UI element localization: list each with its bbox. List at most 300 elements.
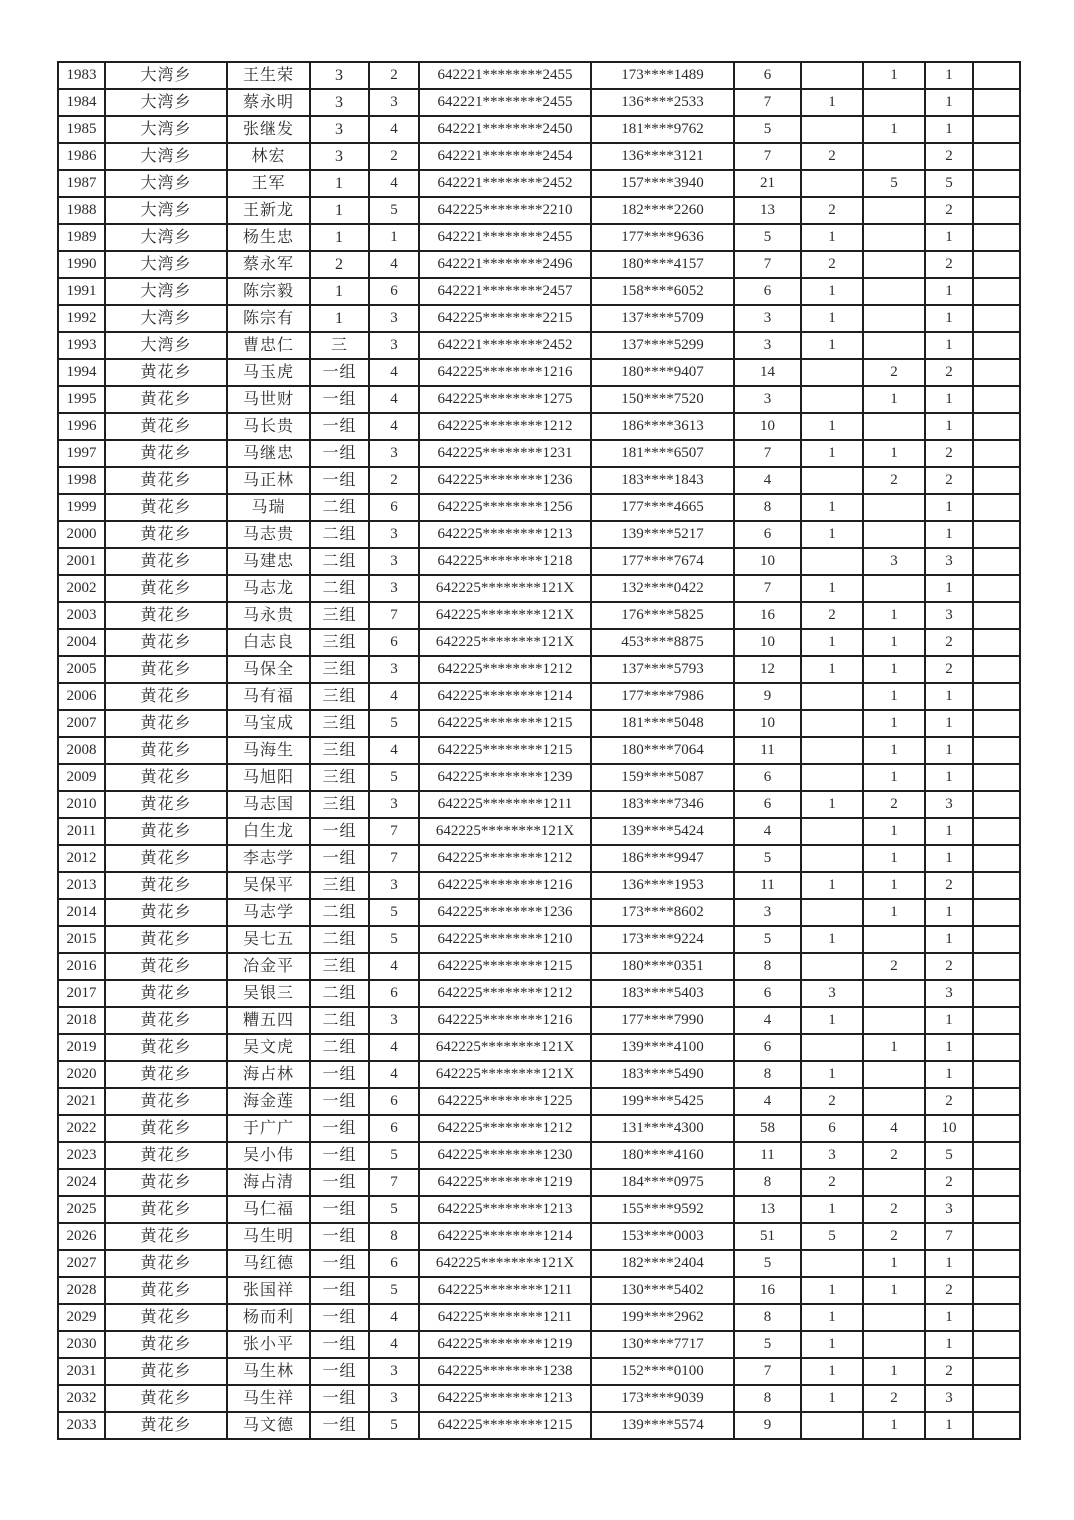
name-cell: 马仁福 <box>227 1196 310 1223</box>
table-row <box>58 575 1020 602</box>
serial-number-cell: 2005 <box>58 656 105 683</box>
phone-number-cell: 137****5793 <box>591 656 734 683</box>
total-count-cell: 8 <box>734 494 801 521</box>
count-col1-cell: 1 <box>801 575 863 602</box>
total-count-cell: 11 <box>734 737 801 764</box>
empty-cell <box>973 926 1020 953</box>
count-col2-cell: 2 <box>863 1385 925 1412</box>
count-col1-cell <box>801 116 863 143</box>
township-cell: 黄花乡 <box>105 1088 227 1115</box>
count-sum-cell: 2 <box>925 197 973 224</box>
township-cell: 黄花乡 <box>105 494 227 521</box>
table-row <box>58 1358 1020 1385</box>
total-count-cell: 6 <box>734 980 801 1007</box>
name-cell: 海占林 <box>227 1061 310 1088</box>
count-sum-cell: 3 <box>925 1385 973 1412</box>
count-sum-cell: 1 <box>925 386 973 413</box>
count-col2-cell: 1 <box>863 872 925 899</box>
serial-number-cell: 2003 <box>58 602 105 629</box>
house-number-cell: 6 <box>369 1250 419 1277</box>
group-cell: 一组 <box>310 359 369 386</box>
table-row <box>58 521 1020 548</box>
id-number-cell: 642225********121X <box>419 629 591 656</box>
serial-number-cell: 2009 <box>58 764 105 791</box>
serial-number-cell: 1985 <box>58 116 105 143</box>
group-cell: 一组 <box>310 386 369 413</box>
phone-number-cell: 155****9592 <box>591 1196 734 1223</box>
serial-number-cell: 2022 <box>58 1115 105 1142</box>
total-count-cell: 16 <box>734 602 801 629</box>
table-row <box>58 926 1020 953</box>
table-row <box>58 1088 1020 1115</box>
id-number-cell: 642225********121X <box>419 1034 591 1061</box>
total-count-cell: 11 <box>734 1142 801 1169</box>
name-cell: 林宏 <box>227 143 310 170</box>
house-number-cell: 3 <box>369 791 419 818</box>
name-cell: 王生荣 <box>227 62 310 89</box>
township-cell: 黄花乡 <box>105 1304 227 1331</box>
table-row <box>58 1169 1020 1196</box>
phone-number-cell: 132****0422 <box>591 575 734 602</box>
township-cell: 大湾乡 <box>105 170 227 197</box>
table-row <box>58 764 1020 791</box>
table-row <box>58 1061 1020 1088</box>
name-cell: 曹忠仁 <box>227 332 310 359</box>
phone-number-cell: 139****5424 <box>591 818 734 845</box>
empty-cell <box>973 170 1020 197</box>
group-cell: 二组 <box>310 980 369 1007</box>
count-col1-cell <box>801 737 863 764</box>
phone-number-cell: 173****8602 <box>591 899 734 926</box>
count-sum-cell: 1 <box>925 305 973 332</box>
township-cell: 大湾乡 <box>105 89 227 116</box>
empty-cell <box>973 683 1020 710</box>
name-cell: 马文德 <box>227 1412 310 1439</box>
total-count-cell: 6 <box>734 791 801 818</box>
name-cell: 蔡永军 <box>227 251 310 278</box>
serial-number-cell: 1997 <box>58 440 105 467</box>
count-col1-cell: 6 <box>801 1115 863 1142</box>
house-number-cell: 4 <box>369 386 419 413</box>
group-cell: 3 <box>310 89 369 116</box>
id-number-cell: 642225********1225 <box>419 1088 591 1115</box>
id-number-cell: 642221********2452 <box>419 170 591 197</box>
count-col1-cell <box>801 548 863 575</box>
count-sum-cell: 2 <box>925 467 973 494</box>
id-number-cell: 642225********1215 <box>419 1412 591 1439</box>
count-col2-cell: 2 <box>863 953 925 980</box>
township-cell: 黄花乡 <box>105 1358 227 1385</box>
house-number-cell: 4 <box>369 737 419 764</box>
count-col1-cell <box>801 359 863 386</box>
table-row <box>58 1034 1020 1061</box>
serial-number-cell: 2027 <box>58 1250 105 1277</box>
count-col1-cell: 1 <box>801 1304 863 1331</box>
empty-cell <box>973 548 1020 575</box>
township-cell: 黄花乡 <box>105 926 227 953</box>
group-cell: 一组 <box>310 845 369 872</box>
house-number-cell: 6 <box>369 980 419 1007</box>
phone-number-cell: 153****0003 <box>591 1223 734 1250</box>
total-count-cell: 16 <box>734 1277 801 1304</box>
count-sum-cell: 1 <box>925 116 973 143</box>
empty-cell <box>973 1358 1020 1385</box>
serial-number-cell: 1999 <box>58 494 105 521</box>
total-count-cell: 6 <box>734 1034 801 1061</box>
count-col2-cell <box>863 1007 925 1034</box>
group-cell: 一组 <box>310 1331 369 1358</box>
count-col2-cell <box>863 575 925 602</box>
name-cell: 吴保平 <box>227 872 310 899</box>
township-cell: 黄花乡 <box>105 467 227 494</box>
phone-number-cell: 181****5048 <box>591 710 734 737</box>
phone-number-cell: 176****5825 <box>591 602 734 629</box>
empty-cell <box>973 1331 1020 1358</box>
empty-cell <box>973 440 1020 467</box>
township-cell: 黄花乡 <box>105 845 227 872</box>
phone-number-cell: 199****2962 <box>591 1304 734 1331</box>
group-cell: 一组 <box>310 1358 369 1385</box>
count-col2-cell <box>863 413 925 440</box>
total-count-cell: 7 <box>734 143 801 170</box>
table-row <box>58 467 1020 494</box>
id-number-cell: 642221********2454 <box>419 143 591 170</box>
house-number-cell: 5 <box>369 197 419 224</box>
id-number-cell: 642225********1212 <box>419 1115 591 1142</box>
id-number-cell: 642221********2455 <box>419 62 591 89</box>
count-col1-cell: 3 <box>801 980 863 1007</box>
id-number-cell: 642221********2455 <box>419 224 591 251</box>
township-cell: 大湾乡 <box>105 305 227 332</box>
total-count-cell: 6 <box>734 278 801 305</box>
group-cell: 三组 <box>310 602 369 629</box>
serial-number-cell: 2019 <box>58 1034 105 1061</box>
group-cell: 三组 <box>310 791 369 818</box>
house-number-cell: 2 <box>369 467 419 494</box>
phone-number-cell: 152****0100 <box>591 1358 734 1385</box>
township-cell: 黄花乡 <box>105 1250 227 1277</box>
table-row <box>58 494 1020 521</box>
township-cell: 黄花乡 <box>105 1061 227 1088</box>
group-cell: 一组 <box>310 467 369 494</box>
count-sum-cell: 3 <box>925 980 973 1007</box>
table-row <box>58 89 1020 116</box>
table-row <box>58 413 1020 440</box>
count-col1-cell: 1 <box>801 521 863 548</box>
serial-number-cell: 1991 <box>58 278 105 305</box>
township-cell: 大湾乡 <box>105 62 227 89</box>
id-number-cell: 642225********1219 <box>419 1331 591 1358</box>
count-col1-cell: 5 <box>801 1223 863 1250</box>
total-count-cell: 7 <box>734 575 801 602</box>
house-number-cell: 3 <box>369 89 419 116</box>
count-col2-cell: 2 <box>863 1223 925 1250</box>
id-number-cell: 642225********1213 <box>419 521 591 548</box>
count-sum-cell: 2 <box>925 953 973 980</box>
empty-cell <box>973 1169 1020 1196</box>
count-sum-cell: 1 <box>925 926 973 953</box>
id-number-cell: 642221********2496 <box>419 251 591 278</box>
group-cell: 二组 <box>310 494 369 521</box>
serial-number-cell: 2006 <box>58 683 105 710</box>
house-number-cell: 3 <box>369 656 419 683</box>
house-number-cell: 3 <box>369 1358 419 1385</box>
count-col1-cell <box>801 710 863 737</box>
total-count-cell: 4 <box>734 818 801 845</box>
count-col1-cell: 1 <box>801 872 863 899</box>
count-col2-cell: 1 <box>863 710 925 737</box>
phone-number-cell: 130****7717 <box>591 1331 734 1358</box>
house-number-cell: 7 <box>369 1169 419 1196</box>
empty-cell <box>973 62 1020 89</box>
group-cell: 1 <box>310 278 369 305</box>
township-cell: 黄花乡 <box>105 683 227 710</box>
township-cell: 黄花乡 <box>105 953 227 980</box>
name-cell: 马世财 <box>227 386 310 413</box>
count-sum-cell: 3 <box>925 791 973 818</box>
count-col1-cell <box>801 818 863 845</box>
group-cell: 2 <box>310 251 369 278</box>
count-col2-cell <box>863 89 925 116</box>
count-sum-cell: 5 <box>925 170 973 197</box>
id-number-cell: 642225********1212 <box>419 656 591 683</box>
total-count-cell: 10 <box>734 413 801 440</box>
count-sum-cell: 1 <box>925 278 973 305</box>
group-cell: 1 <box>310 224 369 251</box>
table-row <box>58 683 1020 710</box>
serial-number-cell: 1994 <box>58 359 105 386</box>
house-number-cell: 5 <box>369 899 419 926</box>
count-col2-cell <box>863 1061 925 1088</box>
count-col2-cell <box>863 1304 925 1331</box>
count-col2-cell: 4 <box>863 1115 925 1142</box>
serial-number-cell: 2001 <box>58 548 105 575</box>
name-cell: 马志贵 <box>227 521 310 548</box>
count-col1-cell: 1 <box>801 332 863 359</box>
house-number-cell: 3 <box>369 440 419 467</box>
count-col1-cell: 1 <box>801 1007 863 1034</box>
count-sum-cell: 1 <box>925 413 973 440</box>
name-cell: 海占清 <box>227 1169 310 1196</box>
serial-number-cell: 1989 <box>58 224 105 251</box>
group-cell: 二组 <box>310 1034 369 1061</box>
count-sum-cell: 1 <box>925 1250 973 1277</box>
township-cell: 黄花乡 <box>105 575 227 602</box>
name-cell: 陈宗有 <box>227 305 310 332</box>
serial-number-cell: 2021 <box>58 1088 105 1115</box>
count-sum-cell: 10 <box>925 1115 973 1142</box>
house-number-cell: 7 <box>369 845 419 872</box>
group-cell: 三组 <box>310 656 369 683</box>
township-cell: 大湾乡 <box>105 278 227 305</box>
empty-cell <box>973 1142 1020 1169</box>
count-sum-cell: 3 <box>925 548 973 575</box>
phone-number-cell: 173****1489 <box>591 62 734 89</box>
township-cell: 黄花乡 <box>105 386 227 413</box>
phone-number-cell: 180****4160 <box>591 1142 734 1169</box>
house-number-cell: 5 <box>369 926 419 953</box>
count-col1-cell <box>801 1034 863 1061</box>
count-sum-cell: 1 <box>925 683 973 710</box>
township-cell: 黄花乡 <box>105 791 227 818</box>
count-col1-cell: 1 <box>801 1061 863 1088</box>
empty-cell <box>973 629 1020 656</box>
serial-number-cell: 2002 <box>58 575 105 602</box>
count-col2-cell: 1 <box>863 440 925 467</box>
empty-cell <box>973 494 1020 521</box>
township-cell: 黄花乡 <box>105 764 227 791</box>
count-col2-cell: 1 <box>863 1412 925 1439</box>
count-col2-cell <box>863 1331 925 1358</box>
empty-cell <box>973 791 1020 818</box>
phone-number-cell: 180****7064 <box>591 737 734 764</box>
id-number-cell: 642225********1216 <box>419 1007 591 1034</box>
id-number-cell: 642225********121X <box>419 1250 591 1277</box>
group-cell: 1 <box>310 197 369 224</box>
table-row <box>58 899 1020 926</box>
count-sum-cell: 1 <box>925 818 973 845</box>
name-cell: 马红德 <box>227 1250 310 1277</box>
empty-cell <box>973 710 1020 737</box>
id-number-cell: 642225********1214 <box>419 683 591 710</box>
total-count-cell: 10 <box>734 629 801 656</box>
group-cell: 二组 <box>310 548 369 575</box>
house-number-cell: 5 <box>369 1196 419 1223</box>
count-sum-cell: 3 <box>925 602 973 629</box>
phone-number-cell: 136****3121 <box>591 143 734 170</box>
phone-number-cell: 137****5709 <box>591 305 734 332</box>
total-count-cell: 12 <box>734 656 801 683</box>
house-number-cell: 3 <box>369 305 419 332</box>
name-cell: 马志学 <box>227 899 310 926</box>
total-count-cell: 8 <box>734 1061 801 1088</box>
total-count-cell: 21 <box>734 170 801 197</box>
house-number-cell: 4 <box>369 683 419 710</box>
table-row <box>58 278 1020 305</box>
township-cell: 黄花乡 <box>105 440 227 467</box>
phone-number-cell: 173****9224 <box>591 926 734 953</box>
township-cell: 大湾乡 <box>105 251 227 278</box>
id-number-cell: 642221********2452 <box>419 332 591 359</box>
empty-cell <box>973 656 1020 683</box>
phone-number-cell: 182****2404 <box>591 1250 734 1277</box>
total-count-cell: 8 <box>734 1385 801 1412</box>
count-sum-cell: 1 <box>925 737 973 764</box>
empty-cell <box>973 1304 1020 1331</box>
count-col2-cell: 2 <box>863 791 925 818</box>
township-cell: 大湾乡 <box>105 224 227 251</box>
count-sum-cell: 7 <box>925 1223 973 1250</box>
serial-number-cell: 2004 <box>58 629 105 656</box>
name-cell: 吴文虎 <box>227 1034 310 1061</box>
table-row <box>58 1412 1020 1439</box>
house-number-cell: 1 <box>369 224 419 251</box>
phone-number-cell: 159****5087 <box>591 764 734 791</box>
table-row <box>58 1304 1020 1331</box>
name-cell: 马长贵 <box>227 413 310 440</box>
table-row <box>58 1196 1020 1223</box>
serial-number-cell: 1986 <box>58 143 105 170</box>
name-cell: 马有福 <box>227 683 310 710</box>
id-number-cell: 642225********1211 <box>419 791 591 818</box>
group-cell: 3 <box>310 143 369 170</box>
serial-number-cell: 2016 <box>58 953 105 980</box>
total-count-cell: 13 <box>734 197 801 224</box>
table-row <box>58 845 1020 872</box>
name-cell: 白生龙 <box>227 818 310 845</box>
phone-number-cell: 173****9039 <box>591 1385 734 1412</box>
house-number-cell: 7 <box>369 818 419 845</box>
house-number-cell: 4 <box>369 1034 419 1061</box>
phone-number-cell: 199****5425 <box>591 1088 734 1115</box>
count-col2-cell: 1 <box>863 1034 925 1061</box>
count-col1-cell: 1 <box>801 656 863 683</box>
township-cell: 黄花乡 <box>105 818 227 845</box>
table-row <box>58 62 1020 89</box>
phone-number-cell: 181****9762 <box>591 116 734 143</box>
count-col2-cell: 1 <box>863 1358 925 1385</box>
township-cell: 黄花乡 <box>105 1412 227 1439</box>
total-count-cell: 11 <box>734 872 801 899</box>
phone-number-cell: 177****7990 <box>591 1007 734 1034</box>
house-number-cell: 4 <box>369 251 419 278</box>
table-row <box>58 1385 1020 1412</box>
phone-number-cell: 136****2533 <box>591 89 734 116</box>
count-col2-cell <box>863 305 925 332</box>
id-number-cell: 642225********1215 <box>419 737 591 764</box>
group-cell: 二组 <box>310 575 369 602</box>
count-col1-cell <box>801 386 863 413</box>
table-row <box>58 872 1020 899</box>
document-sheet <box>57 61 1021 1440</box>
empty-cell <box>973 521 1020 548</box>
name-cell: 吴银三 <box>227 980 310 1007</box>
count-col1-cell: 1 <box>801 1331 863 1358</box>
township-cell: 黄花乡 <box>105 1169 227 1196</box>
empty-cell <box>973 737 1020 764</box>
id-number-cell: 642225********1212 <box>419 845 591 872</box>
house-number-cell: 4 <box>369 1331 419 1358</box>
count-col1-cell: 1 <box>801 494 863 521</box>
id-number-cell: 642221********2450 <box>419 116 591 143</box>
phone-number-cell: 180****0351 <box>591 953 734 980</box>
empty-cell <box>973 1277 1020 1304</box>
count-col2-cell: 1 <box>863 116 925 143</box>
phone-number-cell: 177****4665 <box>591 494 734 521</box>
house-number-cell: 5 <box>369 1412 419 1439</box>
count-col1-cell: 1 <box>801 926 863 953</box>
serial-number-cell: 2023 <box>58 1142 105 1169</box>
count-col2-cell <box>863 143 925 170</box>
id-number-cell: 642225********1210 <box>419 926 591 953</box>
count-sum-cell: 1 <box>925 1331 973 1358</box>
house-number-cell: 4 <box>369 413 419 440</box>
count-col1-cell: 1 <box>801 629 863 656</box>
township-cell: 黄花乡 <box>105 1223 227 1250</box>
serial-number-cell: 2030 <box>58 1331 105 1358</box>
township-cell: 黄花乡 <box>105 872 227 899</box>
total-count-cell: 10 <box>734 710 801 737</box>
empty-cell <box>973 332 1020 359</box>
id-number-cell: 642225********1211 <box>419 1304 591 1331</box>
id-number-cell: 642225********1216 <box>419 359 591 386</box>
township-cell: 大湾乡 <box>105 143 227 170</box>
group-cell: 一组 <box>310 1088 369 1115</box>
house-number-cell: 5 <box>369 764 419 791</box>
count-col1-cell: 2 <box>801 197 863 224</box>
total-count-cell: 6 <box>734 521 801 548</box>
total-count-cell: 5 <box>734 224 801 251</box>
